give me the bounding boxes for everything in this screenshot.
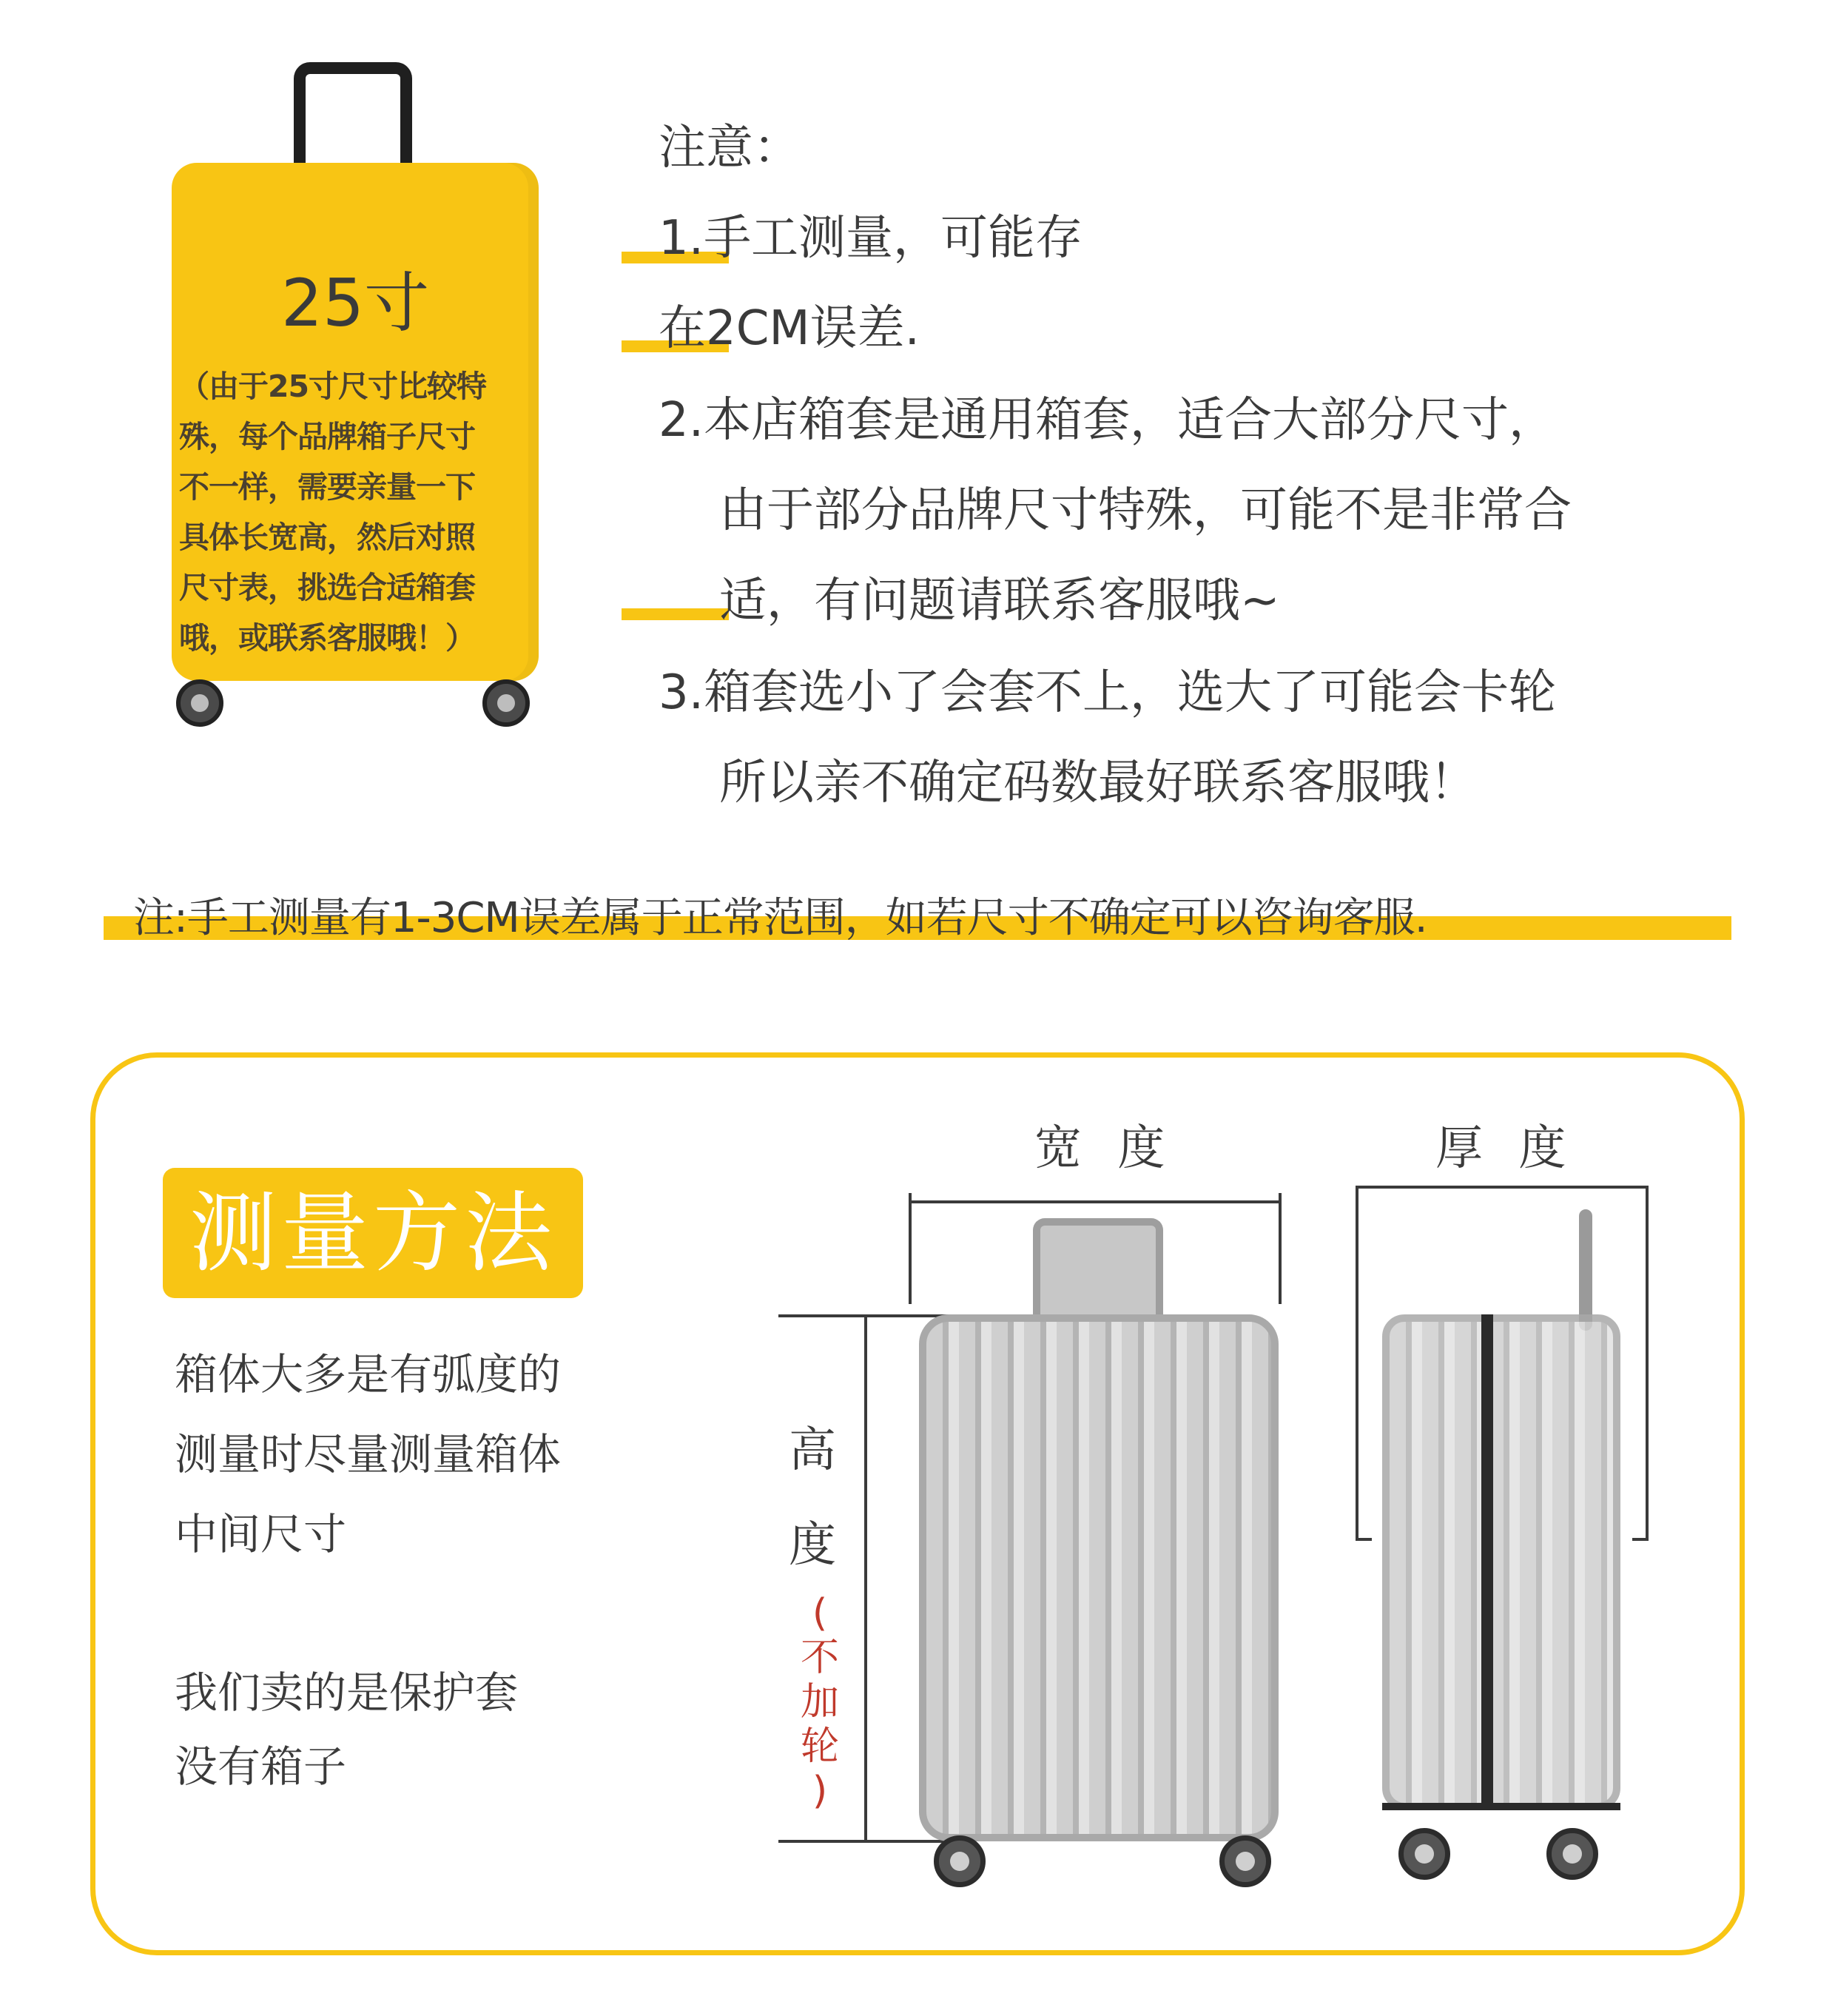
height-guide-line — [778, 1840, 956, 1843]
wheel-icon — [1546, 1828, 1598, 1880]
notice-line: 2.本店箱套是通用箱套，适合大部分尺寸， — [659, 393, 1557, 448]
width-label: 宽 度 — [1034, 1121, 1176, 1176]
footnote: 注:手工测量有1-3CM误差属于正常范围，如若尺寸不确定可以咨询客服. — [133, 894, 1427, 942]
wheel-icon — [934, 1835, 986, 1887]
height-label-char: 度 — [789, 1518, 836, 1573]
clear-cover-suitcase-side-icon — [1382, 1314, 1620, 1810]
notice-line: 1.手工测量，可能存 — [659, 211, 1083, 266]
silver-suitcase-front-icon — [919, 1314, 1279, 1841]
wheel-icon — [1398, 1828, 1450, 1880]
suitcase-note-line: 具体长宽高，然后对照 — [179, 520, 475, 555]
highlight-bar — [622, 608, 729, 620]
notice-heading: 注意： — [659, 121, 801, 175]
suitcase-note-line: 尺寸表，挑选合适箱套 — [179, 570, 475, 605]
suitcase-size-note — [179, 361, 534, 663]
suitcase-size-label: 25寸 — [281, 265, 429, 341]
height-note-char: 不 — [800, 1636, 839, 1680]
thickness-label: 厚 度 — [1435, 1121, 1577, 1176]
wheel-icon — [482, 679, 530, 727]
silver-suitcase-handle-icon — [1033, 1218, 1163, 1322]
height-note-char: ) — [812, 1769, 828, 1813]
height-note-char: 轮 — [800, 1724, 839, 1769]
height-note-char: 加 — [800, 1680, 839, 1724]
thickness-bracket-end — [1356, 1538, 1372, 1541]
side-suitcase-handle-icon — [1579, 1209, 1592, 1331]
suitcase-note-line: 不一样，需要亲量一下 — [179, 469, 475, 505]
measurement-title: 测量方法 — [163, 1168, 583, 1298]
wheel-icon — [176, 679, 223, 727]
cover-bottom-edge — [1382, 1803, 1620, 1810]
notice-line: 在2CM误差. — [659, 301, 920, 356]
suitcase-note-line: 哦，或联系客服哦！） — [179, 620, 475, 656]
height-note-char: ( — [812, 1591, 828, 1636]
cover-zipper-line — [1481, 1314, 1493, 1810]
height-note — [798, 1591, 842, 1813]
suitcase-handle-icon — [294, 62, 412, 173]
wheel-icon — [1219, 1835, 1271, 1887]
suitcase-note-line: （由于25寸尺寸比较特 — [179, 369, 487, 404]
thickness-bracket-end — [1632, 1538, 1649, 1541]
method-description-line: 箱体大多是有弧度的 — [175, 1349, 562, 1400]
method-description-line: 测量时尽量测量箱体 — [175, 1429, 562, 1479]
product-note-line: 我们卖的是保护套 — [175, 1667, 519, 1718]
width-arrow-line — [912, 1200, 1279, 1203]
notice-line: 适，有问题请联系客服哦~ — [719, 574, 1280, 628]
notice-line: 3.箱套选小了会套不上，选大了可能会卡轮 — [659, 665, 1557, 720]
notice-line: 由于部分品牌尺寸特殊，可能不是非常合 — [719, 483, 1572, 538]
product-note-line: 没有箱子 — [175, 1741, 347, 1792]
height-label-char: 高 — [789, 1423, 836, 1478]
width-guide-line — [909, 1193, 912, 1304]
height-arrow-line — [864, 1316, 867, 1841]
notice-line: 所以亲不确定码数最好联系客服哦！ — [719, 756, 1477, 810]
method-description-line: 中间尺寸 — [175, 1509, 347, 1559]
suitcase-note-line: 殊，每个品牌箱子尺寸 — [179, 419, 475, 454]
width-guide-line — [1279, 1193, 1282, 1304]
